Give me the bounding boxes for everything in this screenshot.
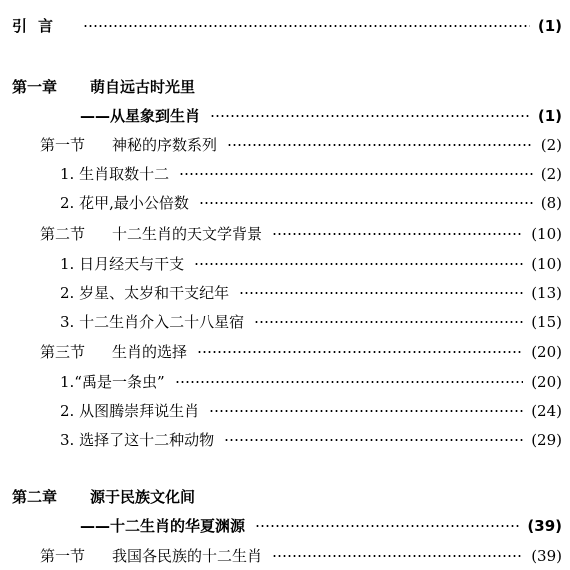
subsection-entry[interactable] bbox=[0, 191, 570, 215]
toc-entry-title: ——从星象到生肖 bbox=[80, 106, 201, 125]
toc-entry-intro[interactable] bbox=[0, 14, 570, 38]
toc-entry-title: 3. 选择了这十二种动物 bbox=[60, 430, 215, 449]
subsection-entry[interactable] bbox=[0, 281, 570, 305]
dot-leader bbox=[83, 25, 530, 27]
dot-leader bbox=[197, 351, 523, 353]
toc-entry-page: (29) bbox=[531, 430, 562, 449]
dot-leader bbox=[254, 321, 523, 323]
dot-leader bbox=[255, 525, 519, 527]
toc-entry-title: 第二节 十二生肖的天文学背景 bbox=[40, 224, 263, 243]
subsection-entry[interactable] bbox=[0, 370, 570, 394]
section-entry[interactable] bbox=[0, 544, 570, 568]
dot-leader bbox=[210, 115, 530, 117]
section-entry[interactable] bbox=[0, 133, 570, 157]
subsection-entry[interactable] bbox=[0, 310, 570, 334]
toc-entry-page: (20) bbox=[531, 372, 562, 391]
toc-entry-title: 1. 生肖取数十二 bbox=[60, 164, 170, 183]
toc-entry-title: 2. 岁星、太岁和干支纪年 bbox=[60, 283, 230, 302]
toc-entry-page: (1) bbox=[537, 106, 562, 125]
dot-leader bbox=[175, 381, 524, 383]
subsection-entry[interactable] bbox=[0, 252, 570, 276]
chapter-heading[interactable] bbox=[0, 485, 570, 509]
dot-leader bbox=[179, 173, 533, 175]
toc-entry-title: 3. 十二生肖介入二十八星宿 bbox=[60, 312, 245, 331]
section-entry[interactable] bbox=[0, 340, 570, 364]
subsection-entry[interactable] bbox=[0, 399, 570, 423]
toc-entry-page: (39) bbox=[527, 516, 562, 535]
toc-entry-title: 引 言 bbox=[12, 16, 54, 35]
toc-entry-title: 2. 从图腾崇拜说生肖 bbox=[60, 401, 200, 420]
subsection-entry[interactable] bbox=[0, 428, 570, 452]
toc-entry-page: (15) bbox=[531, 312, 562, 331]
toc-entry-page: (10) bbox=[531, 224, 562, 243]
dot-leader bbox=[227, 144, 533, 146]
dot-leader bbox=[194, 263, 523, 265]
dot-leader bbox=[239, 292, 523, 294]
toc-entry-title: 1.“禹是一条虫” bbox=[60, 372, 165, 391]
dot-leader bbox=[272, 555, 523, 557]
chapter-subtitle[interactable] bbox=[0, 514, 570, 538]
toc-entry-title: 第二章 源于民族文化间 bbox=[12, 487, 196, 506]
toc-entry-title: 1. 日月经天与干支 bbox=[60, 254, 185, 273]
toc-entry-title: 2. 花甲,最小公倍数 bbox=[60, 193, 189, 212]
dot-leader bbox=[224, 439, 523, 441]
toc-entry-page: (20) bbox=[531, 342, 562, 361]
toc-entry-page: (1) bbox=[537, 16, 562, 35]
chapter-heading[interactable] bbox=[0, 75, 570, 99]
toc-entry-page: (8) bbox=[540, 193, 562, 212]
toc-entry-page: (10) bbox=[531, 254, 562, 273]
chapter-subtitle[interactable] bbox=[0, 104, 570, 128]
toc-entry-title: 第一章 萌自远古时光里 bbox=[12, 77, 196, 96]
toc-entry-title: ——十二生肖的华夏渊源 bbox=[80, 516, 246, 535]
toc-entry-page: (2) bbox=[540, 164, 562, 183]
section-entry[interactable] bbox=[0, 222, 570, 246]
dot-leader bbox=[209, 410, 523, 412]
toc-entry-title: 第一节 我国各民族的十二生肖 bbox=[40, 546, 263, 565]
toc-entry-title: 第一节 神秘的序数系列 bbox=[40, 135, 218, 154]
subsection-entry[interactable] bbox=[0, 162, 570, 186]
toc-entry-page: (24) bbox=[531, 401, 562, 420]
dot-leader bbox=[199, 202, 533, 204]
dot-leader bbox=[272, 233, 523, 235]
toc-entry-page: (13) bbox=[531, 283, 562, 302]
toc-entry-title: 第三节 生肖的选择 bbox=[40, 342, 188, 361]
toc-entry-page: (2) bbox=[540, 135, 562, 154]
toc-entry-page: (39) bbox=[531, 546, 562, 565]
